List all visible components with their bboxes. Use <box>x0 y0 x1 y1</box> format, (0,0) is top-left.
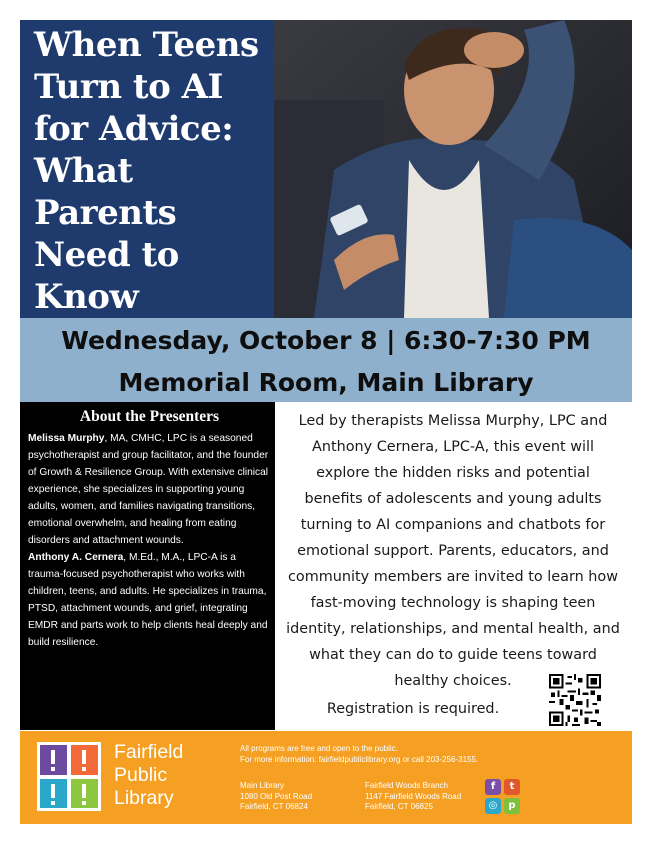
footer-info <box>240 744 478 765</box>
presenters-panel <box>20 402 275 730</box>
presenters-heading: About the Presenters <box>79 408 220 425</box>
description-line: what they can do to guide teens toward <box>309 647 597 663</box>
address-line: Fairfield Woods Branch <box>365 781 448 790</box>
description-line: fast-moving technology is shaping teen <box>310 595 596 611</box>
presenter-bio <box>28 549 271 651</box>
event-location: Memorial Room, Main Library <box>118 368 534 397</box>
title-line: Know <box>34 277 139 317</box>
logo-line: Fairfield <box>114 741 184 763</box>
address-line: 1080 Old Post Road <box>240 791 313 801</box>
free-programs-text: All programs are free and open to the public. <box>240 744 398 753</box>
address-line: Fairfield, CT 06824 <box>240 802 308 811</box>
social-icons <box>485 779 521 815</box>
pinterest-icon[interactable]: p <box>504 798 520 814</box>
description-line: benefits of adolescents and young adults <box>304 491 602 507</box>
registration-note: Registration is required. <box>326 701 500 717</box>
presenter-bio-text: , MA, CMHC, LPC is a seasoned psychotherapist and group facilitator, and the founder of Growth & Resilience Group. With extensive clinical experience, she specializes in supporting young adults, women, and families navigating transitions, emotional overwhelm, and healing from eating disorders and attachment wounds. <box>28 433 269 546</box>
description-line: Anthony Cernera, LPC-A, this event will <box>312 439 594 455</box>
twitter-icon[interactable]: t <box>504 779 520 795</box>
address-line: Fairfield, CT 06825 <box>365 802 433 811</box>
title-line: Turn to AI <box>34 67 223 107</box>
address-line: Main Library <box>240 781 285 790</box>
title-line: for Advice: <box>34 109 234 149</box>
library-logo-text <box>114 741 183 810</box>
description-line: healthy choices. <box>394 673 512 689</box>
instagram-icon[interactable]: ◎ <box>485 798 501 814</box>
teen-with-phone-photo <box>274 20 632 318</box>
library-footer <box>20 731 632 824</box>
facebook-icon[interactable]: f <box>485 779 501 795</box>
logo-line: Public <box>114 764 168 786</box>
event-date-time: Wednesday, October 8 | 6:30-7:30 PM <box>61 326 591 355</box>
description-line: turning to AI companions and chatbots for <box>300 517 606 533</box>
title-line: Parents <box>34 193 177 233</box>
event-title <box>34 24 284 318</box>
event-details-banner <box>20 318 632 402</box>
more-info-text[interactable]: For more information: fairfieldpubliclibrary.org or call 203-256-3155. <box>240 754 479 764</box>
title-line: When Teens <box>34 25 259 65</box>
description-line: explore the hidden risks and potential <box>316 465 590 481</box>
presenter-name: Anthony A. Cernera <box>28 552 124 563</box>
description-line: emotional support. Parents, educators, and <box>297 543 609 559</box>
event-description <box>282 408 624 694</box>
qr-code-icon[interactable] <box>549 674 601 726</box>
address-line: 1147 Fairfield Woods Road <box>365 791 462 801</box>
presenter-bio-text: , M.Ed., M.A., LPC-A is a trauma-focused psychotherapist who works with children, teens, and adults. He specializes in trauma, PTSD, attachment wounds, and grief, integrating EMDR and parts work to help clients heal deeply and build resilience. <box>28 552 268 648</box>
logo-line: Library <box>114 787 174 809</box>
description-line: community members are invited to learn how <box>287 569 619 585</box>
hero-banner <box>20 20 632 318</box>
title-line: What <box>34 151 133 191</box>
library-logo-icon <box>37 742 101 811</box>
presenter-bio <box>28 430 271 549</box>
title-line: Need to <box>34 235 179 275</box>
main-library-address <box>240 781 312 813</box>
presenter-name: Melissa Murphy <box>28 433 105 444</box>
description-line: identity, relationships, and mental health, and <box>286 621 620 637</box>
description-line: Led by therapists Melissa Murphy, LPC and <box>298 413 608 429</box>
branch-address <box>365 781 461 813</box>
